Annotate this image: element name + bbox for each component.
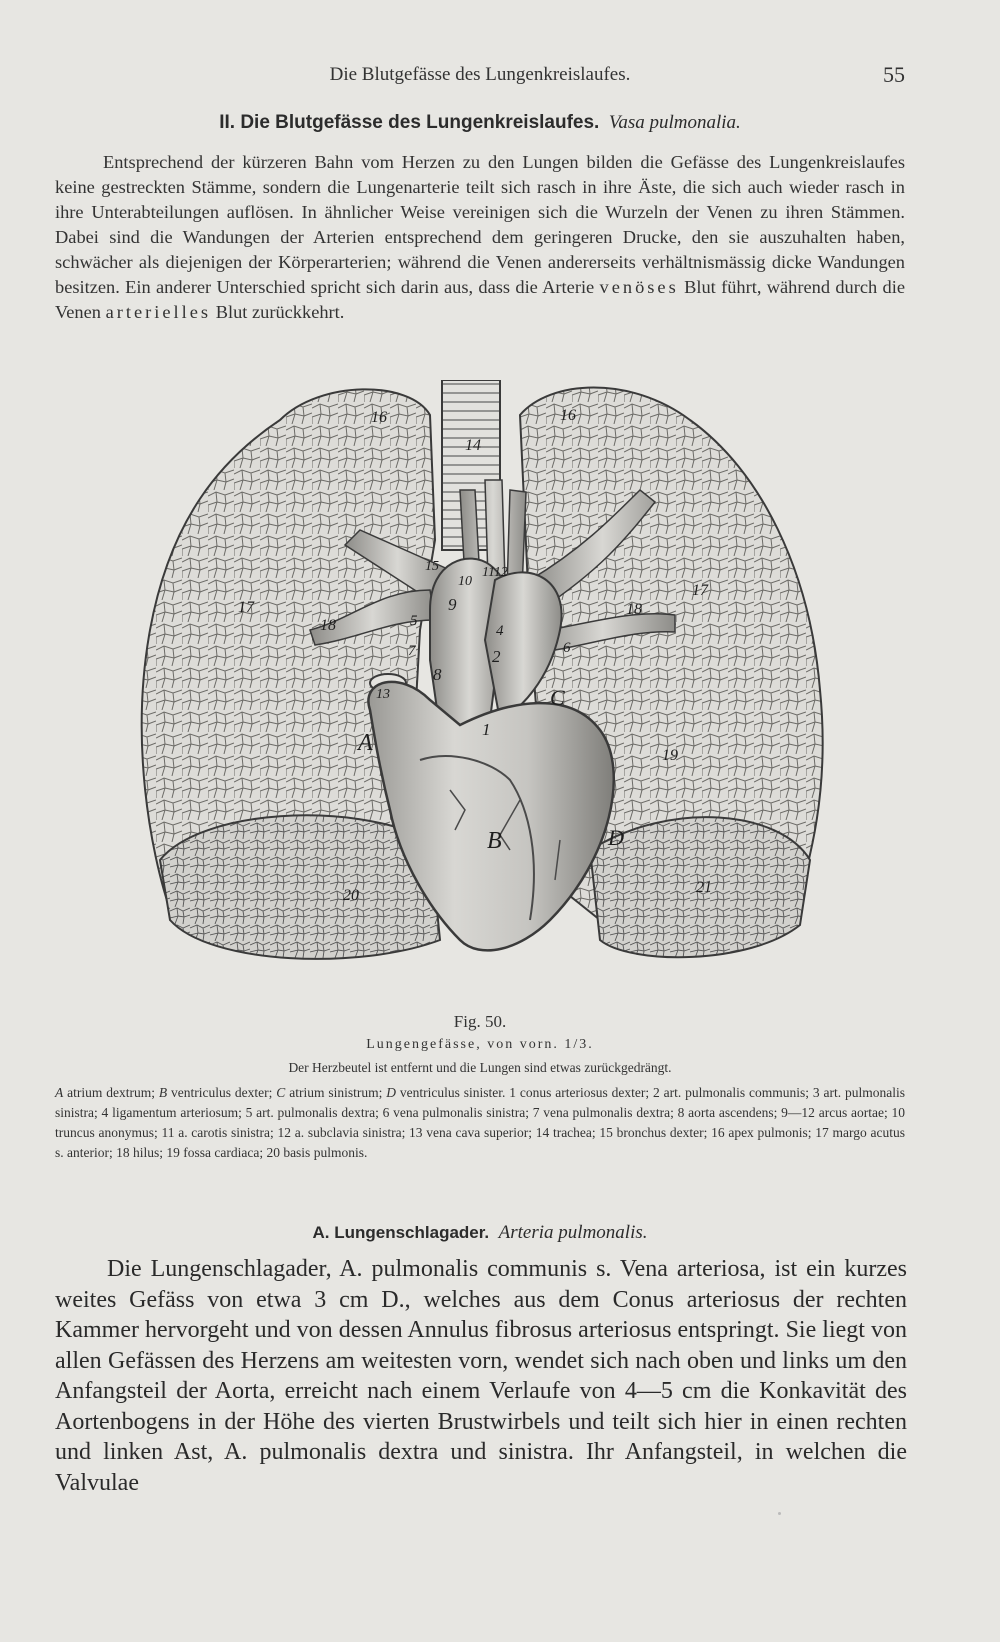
- label-17-left: 17: [238, 599, 254, 616]
- legend-text-C: atrium sinistrum;: [289, 1085, 383, 1100]
- caption-title-text: Lungengefässe, von vorn.: [366, 1037, 559, 1052]
- running-head: [55, 64, 905, 94]
- label-4: 4: [496, 623, 504, 639]
- label-B: B: [487, 828, 502, 854]
- label-13: 13: [376, 687, 390, 702]
- lung-heart-illustration: [130, 380, 830, 1000]
- label-18-right: 18: [626, 601, 642, 618]
- label-9: 9: [448, 595, 457, 614]
- label-7: 7: [408, 643, 416, 659]
- label-14: 14: [465, 437, 481, 454]
- subsection-latin-title: Arteria pulmonalis.: [498, 1222, 648, 1243]
- subsection-heading: [55, 1222, 905, 1244]
- label-16-right: 16: [560, 407, 576, 424]
- label-C: C: [550, 685, 565, 710]
- label-2: 2: [492, 647, 501, 666]
- label-21: 21: [696, 879, 712, 896]
- label-19: 19: [662, 747, 678, 764]
- figure-caption-title: [55, 1037, 905, 1053]
- legend-text-D: ventriculus sinister.: [399, 1085, 506, 1100]
- legend-key-C: C: [276, 1085, 286, 1100]
- caption-scale: 1/3.: [564, 1037, 594, 1052]
- label-15: 15: [425, 559, 439, 574]
- paper-speck: [778, 1512, 781, 1515]
- label-11-12: 1112: [482, 565, 508, 580]
- label-8: 8: [433, 665, 442, 684]
- legend-text-B: ventriculus dexter;: [171, 1085, 273, 1100]
- figure-legend: [55, 1083, 905, 1163]
- legend-key-A: A: [55, 1085, 64, 1100]
- legend-numbered-items: 1 conus arteriosus dexter; 2 art. pulmonalis communis; 3 art. pulmonalis sinistra; 4 ligamentum arteriosum; 5 art. pulmonalis dextra; 6 vena pulmonalis sinistra; 7 vena pulmonalis dextra; 8 aorta ascendens; 9—12 arcus aortae; 10 truncus anonymus; 11 a. carotis sinistra; 12 a. subclavia sinistra; 13 vena cava superior; 14 trachea; 15 bronchus dexter; 16 apex pulmonis; 17 margo acutus s. anterior; 18 hilus; 19 fossa cardiaca; 20 basis pulmonis.: [55, 1085, 906, 1160]
- body-paragraph-text: Die Lungenschlagader, A. pulmonalis communis s. Vena arteriosa, ist ein kurzes weites Gefäss von etwa 3 cm D., welches aus dem Conus arteriosus der rechten Kammer hervorgeht und von dessen Annulus fibrosus arteriosus entspringt. Sie liegt von allen Gefässen des Herzens am weitesten vorn, wendet sich nach oben und links um den Anfangsteil der Aorta, erreicht nach einem Verlaufe von 4—5 cm die Konkavität des Aortenbogens in der Höhe des vierten Brustwirbels und teilt sich hier in einen rechten und linken Ast, A. pulmonalis dextra und sinistra. Ihr Anfangsteil, in welchen die Valvulae: [55, 1256, 907, 1496]
- intro-text-3: Blut zurückkehrt.: [215, 302, 345, 322]
- label-6: 6: [563, 640, 571, 656]
- section-title: II. Die Blutgefässe des Lungenkreislaufes.: [219, 112, 600, 133]
- label-16-left: 16: [371, 409, 387, 426]
- legend-key-D: D: [386, 1085, 396, 1100]
- intro-text-1: Entsprechend der kürzeren Bahn vom Herzen zu den Lungen bilden die Gefässe des Lungenkreislaufes keine gestreckten Stämme, sondern die Lungenarterie teilt sich rasch in ihre Äste, die sich auch wieder rasch in ihre Unterabteilungen auflösen. In ähnlicher Weise vereinigen sich die Wurzeln der Venen zu ihren Stämmen. Dabei sind die Wandungen der Arterien entsprechend dem geringeren Drucke, den sie auszuhalten haben, schwächer als diejenigen der Körperarterien; während die Venen andererseits verhältnismässig dicke Wandungen besitzen. Ein anderer Unterschied spricht sich darin aus, dass die Arterie: [55, 152, 905, 297]
- label-18-left: 18: [320, 617, 336, 634]
- section-heading: [55, 112, 905, 134]
- intro-spaced-venoeses: venöses: [599, 277, 679, 297]
- label-A: A: [358, 730, 373, 756]
- label-1: 1: [482, 720, 491, 739]
- subsection-title: A. Lungenschlagader.: [312, 1223, 490, 1242]
- label-D: D: [608, 825, 624, 850]
- body-paragraph: [55, 1254, 907, 1498]
- label-17-right: 17: [692, 582, 708, 599]
- label-5: 5: [410, 613, 418, 629]
- legend-text-A: atrium dextrum;: [67, 1085, 156, 1100]
- legend-key-B: B: [158, 1085, 168, 1100]
- intro-spaced-arterielles: arterielles: [105, 302, 212, 322]
- intro-text-2: Blut führt, während durch die Venen: [55, 277, 905, 322]
- section-latin-title: Vasa pulmonalia.: [608, 112, 741, 133]
- figure-number: Fig. 50.: [453, 1012, 507, 1031]
- label-10: 10: [458, 574, 472, 589]
- page-number: 55: [883, 62, 905, 87]
- figure-caption-note: Der Herzbeutel ist entfernt und die Lungen sind etwas zurückgedrängt.: [288, 1060, 672, 1075]
- intro-paragraph: [55, 150, 905, 325]
- running-title: Die Blutgefässe des Lungenkreislaufes.: [329, 64, 631, 85]
- label-20: 20: [343, 887, 359, 904]
